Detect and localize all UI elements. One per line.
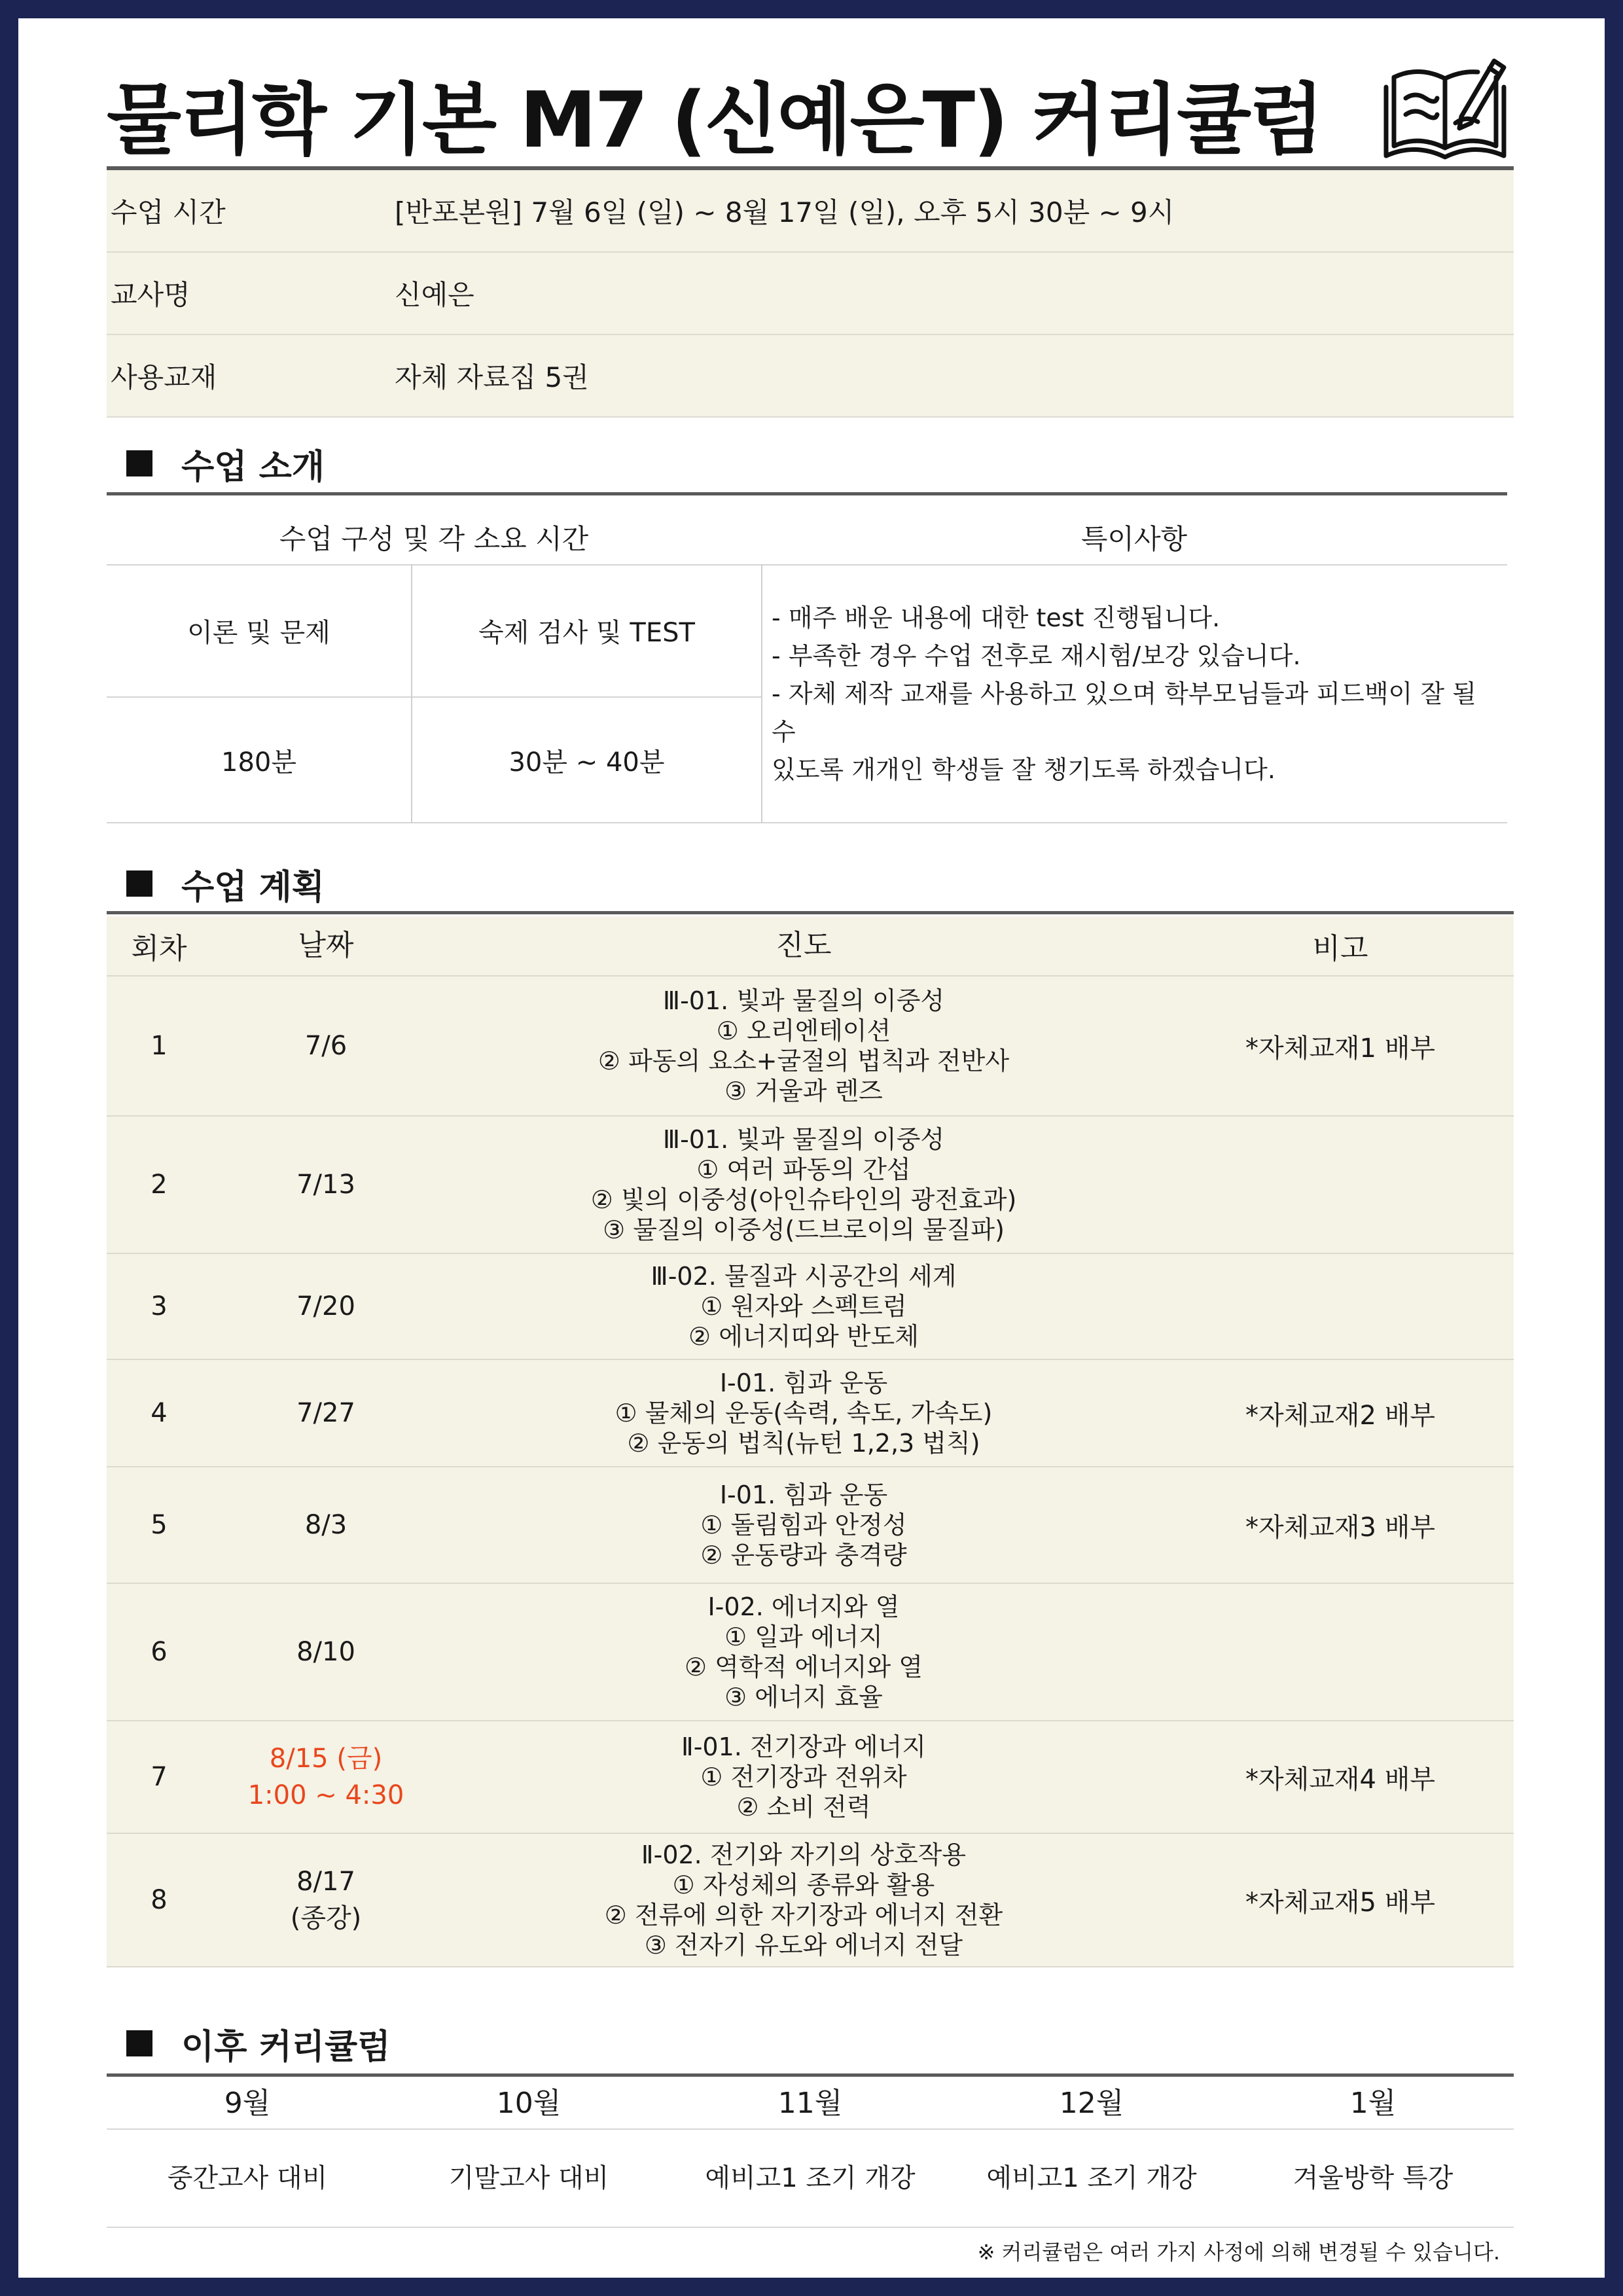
plan-row (107, 977, 1514, 1117)
intro-col1-label: 이론 및 문제 (187, 617, 330, 648)
intro-header-right: 특이사항 (1080, 523, 1188, 555)
session-remarks: *자체교재4 배부 (1245, 1764, 1435, 1795)
plan-row (107, 1584, 1514, 1721)
header-session: 회차 (131, 932, 187, 965)
topics-row (107, 2130, 1514, 2227)
info-value: 신예은 (395, 279, 474, 311)
progress-line: Ⅲ-02. 물질과 시공간의 세계 (651, 1262, 957, 1291)
session-number: 6 (151, 1637, 168, 1667)
month-cell: 9월 (224, 2087, 271, 2120)
progress-line: ① 원자와 스펙트럼 (700, 1292, 907, 1321)
course-info-table (107, 170, 1514, 418)
date-line: 8/3 (304, 1510, 348, 1540)
session-date (211, 1395, 440, 1431)
plan-row (107, 1360, 1514, 1467)
plan-rows (107, 977, 1514, 1967)
date-line: 7/27 (296, 1398, 355, 1428)
session-number: 2 (151, 1170, 168, 1200)
progress-line: ① 물체의 운동(속력, 속도, 가속도) (615, 1399, 993, 1427)
section-title-text: 이후 커리큘럼 (181, 2027, 391, 2067)
section-title-intro (107, 437, 325, 490)
topic-cell: 기말고사 대비 (448, 2163, 609, 2193)
header-remarks: 비고 (1312, 932, 1368, 965)
info-key: 수업 시간 (111, 196, 226, 228)
plan-rule (107, 911, 1514, 914)
session-date (211, 1288, 440, 1325)
session-date (211, 1863, 440, 1937)
change-notice: ※ 커리큘럼은 여러 가지 사정에 의해 변경될 수 있습니다. (977, 2240, 1500, 2265)
session-date (211, 1634, 440, 1670)
date-line: 8/15 (금) (269, 1744, 383, 1774)
plan-row (107, 1721, 1514, 1834)
topic-cell: 겨울방학 특강 (1293, 2163, 1454, 2193)
date-line: 8/17 (296, 1867, 355, 1897)
session-progress (440, 1732, 1167, 1822)
date-line: 7/20 (296, 1291, 355, 1321)
intro-header-left: 수업 구성 및 각 소요 시간 (279, 523, 589, 555)
progress-line: ① 오리엔테이션 (716, 1016, 891, 1045)
curriculum-page (18, 18, 1605, 2278)
note-line: - 부족한 경우 수업 전후로 재시험/보강 있습니다. (772, 641, 1301, 670)
intro-table (107, 511, 1507, 823)
info-row-textbook (107, 335, 1514, 418)
progress-line: ① 자성체의 종류와 활용 (672, 1871, 935, 1899)
session-progress (440, 986, 1167, 1106)
month-cell: 10월 (496, 2087, 562, 2120)
progress-line: Ⅱ-02. 전기와 자기의 상호작용 (641, 1840, 967, 1869)
session-number: 7 (151, 1762, 168, 1792)
section-title-text: 수업 소개 (181, 447, 325, 487)
session-remarks: *자체교재5 배부 (1245, 1887, 1435, 1918)
topic-cell: 예비고1 조기 개강 (986, 2163, 1197, 2193)
session-date (211, 1507, 440, 1543)
progress-line: Ⅱ-01. 전기장과 에너지 (681, 1732, 926, 1761)
month-cell: 1월 (1349, 2087, 1397, 2120)
progress-line: ③ 물질의 이중성(드브로이의 물질파) (603, 1215, 1005, 1244)
intro-col2-value: 30분 ~ 40분 (508, 747, 665, 778)
info-key: 사용교재 (111, 361, 217, 393)
session-remarks: *자체교재3 배부 (1245, 1512, 1435, 1543)
info-row-time (107, 170, 1514, 253)
plan-row (107, 1467, 1514, 1584)
square-bullet-icon (126, 450, 152, 476)
progress-line: ② 역학적 에너지와 열 (685, 1653, 923, 1681)
topic-cell: 예비고1 조기 개강 (705, 2163, 916, 2193)
info-key: 교사명 (111, 279, 190, 311)
section-title-plan (107, 857, 325, 910)
after-rule (107, 2073, 1514, 2077)
intro-notes (761, 564, 1507, 823)
open-book-pen-icon (1380, 51, 1510, 175)
session-progress (440, 1124, 1167, 1245)
progress-line: ③ 거울과 렌즈 (724, 1077, 883, 1105)
info-value: 자체 자료집 5권 (395, 361, 589, 393)
session-progress (440, 1592, 1167, 1712)
progress-line: ② 소비 전력 (736, 1793, 871, 1821)
session-progress (440, 1480, 1167, 1570)
progress-line: Ⅰ-01. 힘과 운동 (719, 1369, 888, 1397)
section-title-after (107, 2017, 391, 2070)
date-line: 8/10 (296, 1637, 355, 1667)
progress-line: ② 전류에 의한 자기장과 에너지 전환 (604, 1901, 1003, 1929)
plan-row (107, 1834, 1514, 1967)
divider (107, 2227, 1514, 2228)
session-number: 1 (151, 1031, 168, 1061)
note-line: 있도록 개개인 학생들 잘 챙기도록 하겠습니다. (772, 755, 1275, 784)
month-cell: 12월 (1059, 2087, 1124, 2120)
plan-table (107, 916, 1514, 1967)
section-title-text: 수업 계획 (181, 867, 325, 907)
session-remarks: *자체교재1 배부 (1245, 1033, 1435, 1064)
session-number: 5 (151, 1510, 168, 1540)
session-progress (440, 1368, 1167, 1458)
session-date (211, 1166, 440, 1203)
plan-row (107, 1254, 1514, 1360)
header-date: 날짜 (298, 929, 354, 962)
session-date (211, 1740, 440, 1814)
date-line: 7/13 (296, 1170, 355, 1200)
progress-line: ③ 에너지 효율 (724, 1683, 883, 1712)
plan-header-row (107, 916, 1514, 977)
progress-line: ① 여러 파동의 간섭 (696, 1155, 911, 1184)
date-line: 7/6 (304, 1031, 348, 1061)
progress-line: ② 운동의 법칙(뉴턴 1,2,3 법칙) (627, 1429, 980, 1458)
plan-row (107, 1117, 1514, 1254)
session-remarks: *자체교재2 배부 (1245, 1400, 1435, 1431)
square-bullet-icon (126, 2030, 152, 2056)
info-value: [반포본원] 7월 6일 (일) ~ 8월 17일 (일), 오후 5시 30분 ~ 9시 (395, 196, 1175, 228)
after-curriculum-table (107, 2079, 1514, 2228)
header-progress: 진도 (776, 929, 832, 962)
session-number: 3 (151, 1291, 168, 1321)
intro-col1-value: 180분 (221, 747, 296, 778)
session-progress (440, 1261, 1167, 1352)
session-number: 4 (151, 1398, 168, 1428)
progress-line: ① 일과 에너지 (724, 1623, 883, 1651)
note-line: - 자체 제작 교재를 사용하고 있으며 학부모님들과 피드백이 잘 될수 (772, 679, 1476, 746)
progress-line: Ⅰ-01. 힘과 운동 (719, 1480, 888, 1509)
intro-rule (107, 492, 1507, 495)
progress-line: ② 빛의 이중성(아인슈타인의 광전효과) (590, 1185, 1017, 1214)
month-cell: 11월 (777, 2087, 843, 2120)
date-line: (종강) (290, 1903, 362, 1933)
session-number: 8 (151, 1885, 168, 1915)
progress-line: Ⅰ-02. 에너지와 열 (707, 1592, 900, 1621)
progress-line: Ⅲ-01. 빛과 물질의 이중성 (662, 986, 945, 1015)
session-progress (440, 1840, 1167, 1960)
session-date (211, 1028, 440, 1064)
progress-line: ② 파동의 요소+굴절의 법칙과 전반사 (597, 1047, 1010, 1075)
page-title: 물리학 기본 M7 (신예은T) 커리큘럼 (107, 75, 1323, 165)
progress-line: ① 돌림힘과 안정성 (700, 1511, 907, 1539)
intro-col2-label: 숙제 검사 및 TEST (478, 617, 695, 648)
progress-line: Ⅲ-01. 빛과 물질의 이중성 (662, 1125, 945, 1154)
progress-line: ③ 전자기 유도와 에너지 전달 (644, 1931, 963, 1960)
note-line: - 매주 배운 내용에 대한 test 진행됩니다. (772, 603, 1221, 632)
progress-line: ② 운동량과 충격량 (700, 1541, 907, 1570)
progress-line: ② 에너지띠와 반도체 (688, 1322, 919, 1351)
progress-line: ① 전기장과 전위차 (700, 1763, 907, 1791)
square-bullet-icon (126, 870, 152, 897)
info-row-teacher (107, 253, 1514, 335)
topic-cell: 중간고사 대비 (167, 2163, 328, 2193)
months-row (107, 2079, 1514, 2128)
date-line: 1:00 ~ 4:30 (247, 1780, 404, 1810)
